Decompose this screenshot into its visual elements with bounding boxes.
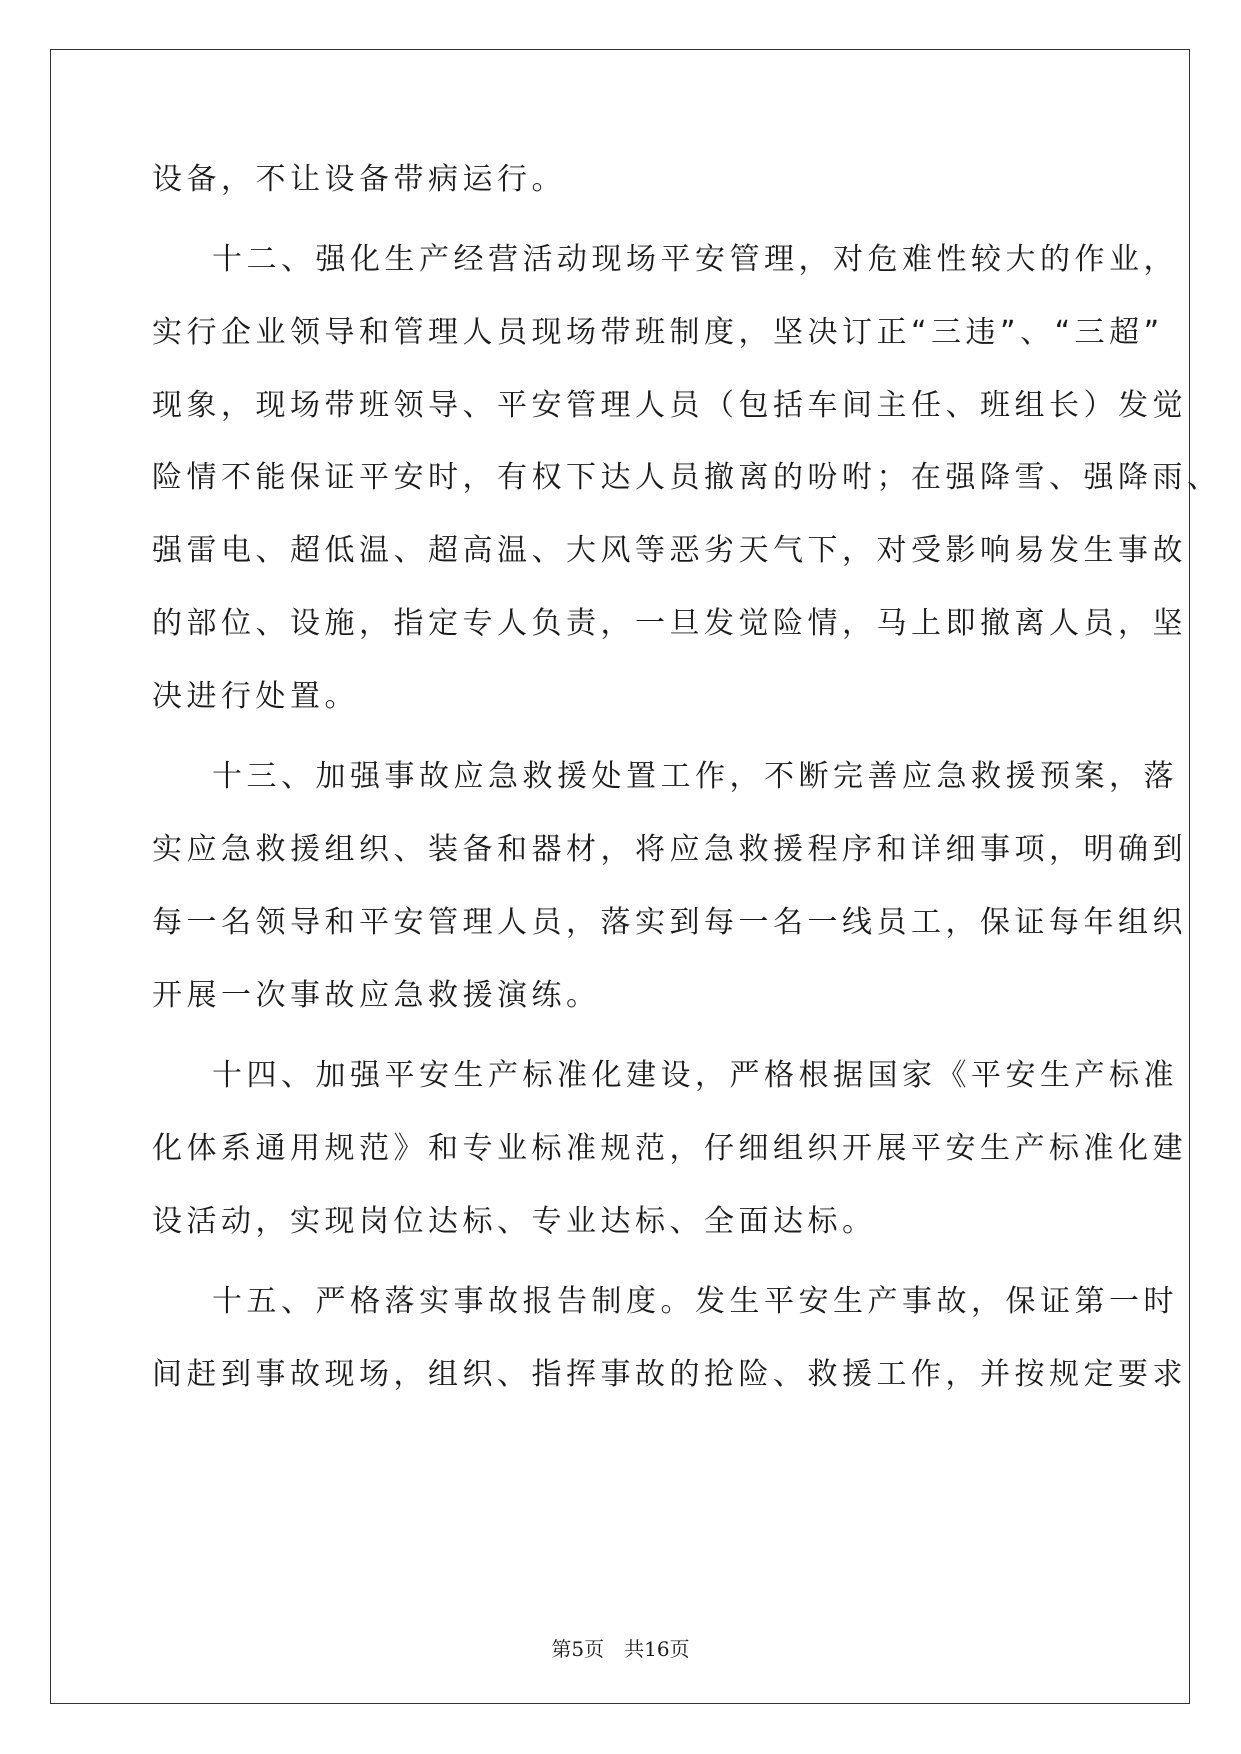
text-line: 设备，不让设备带病运行。 [152, 162, 566, 197]
text-line: 的部位、设施，指定专人负责，一旦发觉险情，马上即撤离人员，坚 [152, 606, 1187, 641]
text-line: 强雷电、超低温、超高温、大风等恶劣天气下，对受影响易发生事故 [152, 533, 1187, 568]
text-line: 险情不能保证平安时，有权下达人员撤离的吩咐；在强降雪、强降雨、 [152, 460, 1222, 495]
text-line: 实应急救援组织、装备和器材，将应急救援程序和详细事项，明确到 [152, 832, 1187, 867]
text-line: 十二、强化生产经营活动现场平安管理，对危难性较大的作业， [212, 242, 1178, 277]
page-border [50, 49, 1190, 1704]
text-line: 决进行处置。 [152, 679, 359, 714]
text-line: 开展一次事故应急救援演练。 [152, 978, 601, 1013]
text-line: 现象，现场带班领导、平安管理人员（包括车间主任、班组长）发觉 [152, 388, 1187, 423]
text-line: 十五、严格落实事故报告制度。发生平安生产事故，保证第一时 [212, 1284, 1178, 1319]
text-line: 间赶到事故现场，组织、指挥事故的抢险、救援工作，并按规定要求 [152, 1357, 1187, 1392]
text-line: 每一名领导和平安管理人员，落实到每一名一线员工，保证每年组织 [152, 905, 1187, 940]
page-number-footer: 第5页 共16页 [551, 1637, 690, 1661]
text-line: 实行企业领导和管理人员现场带班制度，坚决订正“三违”、“三超” [152, 315, 1164, 350]
text-line: 十四、加强平安生产标准化建设，严格根据国家《平安生产标准 [212, 1058, 1178, 1093]
text-line: 设活动，实现岗位达标、专业达标、全面达标。 [152, 1204, 877, 1239]
text-line: 化体系通用规范》和专业标准规范，仔细组织开展平安生产标准化建 [152, 1131, 1187, 1166]
text-line: 十三、加强事故应急救援处置工作，不断完善应急救援预案，落 [212, 759, 1178, 794]
